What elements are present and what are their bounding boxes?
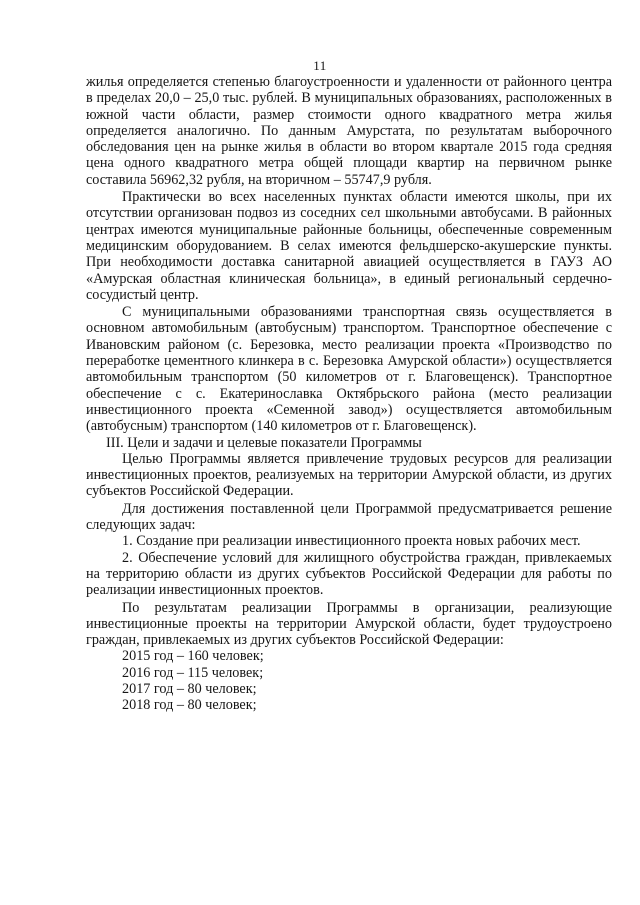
- paragraph-tasks-intro: Для достижения поставленной цели Программой предусматривается решение следующих задач:: [86, 500, 612, 534]
- paragraph-results: По результатам реализации Программы в организации, реализующие инвестиционные проекты на территории Амурской области, будет трудоустроено граждан, привлекаемых из других субъектов Российской Федерации:: [86, 599, 612, 649]
- paragraph-transport: С муниципальными образованиями транспортная связь осуществляется в основном автомобильным (автобусным) транспортом. Транспортное обеспечение с Ивановским районом (с. Березовка, место реализации проекта «Производство по переработке цементного клинкера в с. Березовка Амурской области») осуществляется автомобильным транспортом (50 километров от г. Благовещенск). Транспортное обеспечение с с. Екатеринославка Октябрьского района (место реализации инвестиционного проекта «Семенной завод») осуществляется автомобильным (автобусным) транспортом (140 километров от г. Благовещенск).: [86, 304, 612, 435]
- employment-by-year-list: [86, 648, 612, 713]
- paragraph-social-infrastructure: Практически во всех населенных пунктах области имеются школы, при их отсутствии организован подвоз из соседних сел школьными автобусами. В районных центрах имеются муниципальные районные больницы, обеспеченные современным медицинским оборудованием. В селах имеются фельдшерско-акушерские пункты. При необходимости доставка санитарной авиацией осуществляется в ГАУЗ АО «Амурская областная клиническая больница», в единый региональный сердечно-сосудистый центр.: [86, 189, 612, 303]
- list-item: 2018 год – 80 человек;: [122, 697, 257, 714]
- section-heading: III. Цели и задачи и целевые показатели Программы: [106, 434, 422, 451]
- list-item: 2017 год – 80 человек;: [122, 680, 257, 697]
- paragraph-task-1: 1. Создание при реализации инвестиционного проекта новых рабочих мест.: [122, 533, 581, 550]
- document-body: [86, 74, 612, 714]
- paragraph-program-goal: Целью Программы является привлечение трудовых ресурсов для реализации инвестиционных проектов, реализуемых на территории Амурской области, из других субъектов Российской Федерации.: [86, 450, 612, 500]
- paragraph-task-2: 2. Обеспечение условий для жилищного обустройства граждан, привлекаемых на территорию области из других субъектов Российской Федерации для работы по реализации инвестиционных проектов.: [86, 549, 612, 599]
- page-number: 11: [313, 58, 327, 73]
- list-item: 2015 год – 160 человек;: [122, 648, 264, 665]
- list-item: 2016 год – 115 человек;: [122, 664, 264, 681]
- paragraph-housing-prices: жилья определяется степенью благоустроенности и удаленности от районного центра в пределах 20,0 – 25,0 тыс. рублей. В муниципальных образованиях, расположенных в южной части области, размер стоимости одного квадратного метра жилья определяется аналогично. По данным Амурстата, по результатам выборочного обследования цен на рынке жилья в области во втором квартале 2015 года средняя цена одного квадратного метра общей площади квартир на первичном рынке составила 56962,32 рубля, на вторичном – 55747,9 рубля.: [86, 74, 612, 188]
